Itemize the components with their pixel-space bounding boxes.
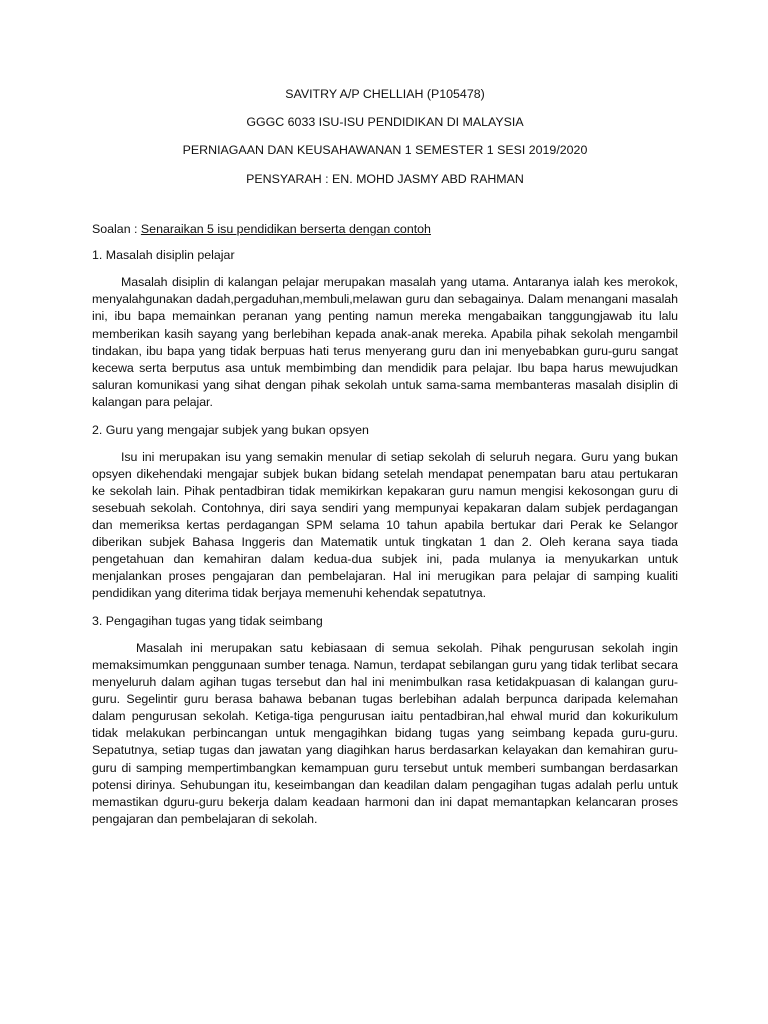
program-title: PERNIAGAAN DAN KEUSAHAWANAN 1 SEMESTER 1 SESI 2019/2020 — [182, 143, 588, 158]
section-heading-1: 1. Masalah disiplin pelajar — [92, 248, 235, 263]
student-name: SAVITRY A/P CHELLIAH (P105478) — [285, 87, 485, 101]
question-text: Senaraikan 5 isu pendidikan berserta dengan contoh — [140, 221, 431, 236]
question-label: Soalan : — [92, 221, 141, 236]
lecturer-line: PENSYARAH : EN. MOHD JASMY ABD RAHMAN — [246, 171, 524, 186]
section-body-3: Masalah ini merupakan satu kebiasaan di semua sekolah. Pihak pengurusan sekolah ingin memaksimumkan penggunaan sumber tenaga. Namun, terdapat sebilangan guru yang tidak terlibat secara menyeluruh dalam agihan tugas tersebut dan hal ini menimbulkan rasa ketidakpuasan di kalangan guru-guru. Segelintir guru berasa bahawa bebanan tugas berlebihan adalah berpunca daripada kelemahan dalam pengurusan sekolah. Ketiga-tiga pengurusan iaitu pentadbiran,hal ehwal murid dan kokurikulum tidak melakukan perbincangan untuk mengagihkan bidang tugas yang seimbang kepada guru-guru. Sepatutnya, setiap tugas dan jawatan yang diagihkan harus berdasarkan kelayakan dan kemahiran guru-guru di samping mempertimbangkan kemampuan guru tersebut untuk memberi sumbangan berdasarkan potensi dirinya. Sehubungan itu, keseimbangan dan keadilan dalam pengagihan tugas adalah perlu untuk memastikan dguru-guru bekerja dalam keadaan harmoni dan ini dapat memantapkan kelancaran proses pengajaran dan pembelajaran di sekolah. — [92, 640, 678, 826]
section-body-1: Masalah disiplin di kalangan pelajar merupakan masalah yang utama. Antaranya ialah kes merokok, menyalahgunakan dadah,pergaduhan,membuli,melawan guru dan sebagainya. Dalam menangani masalah ini, ibu bapa memainkan peranan yang penting namun mereka mengabaikan tanggungjawab itu lalu memberikan kasih sayang yang berlebihan kepada anak-anak mereka. Apabila pihak sekolah mengambil tindakan, ibu bapa yang tidak berpuas hati terus menyerang guru dan ini menyebabkan guru-guru sangat kecewa serta berputus asa untuk membimbing dan mendidik para pelajar. Ibu bapa harus mewujudkan saluran komunikasi yang sihat dengan pihak sekolah untuk sama-sama membanteras masalah disiplin di kalangan para pelajar. — [92, 275, 678, 409]
question-line — [92, 221, 678, 237]
course-title: GGGC 6033 ISU-ISU PENDIDIKAN DI MALAYSIA — [246, 114, 524, 129]
section-heading-3: 3. Pengagihan tugas yang tidak seimbang — [92, 613, 323, 628]
section-body-2: Isu ini merupakan isu yang semakin menular di setiap sekolah di seluruh negara. Guru yang bukan opsyen dikehendaki mengajar subjek bukan bidang setelah mendapat penempatan baru atau pertukaran ke sekolah lain. Pihak pentadbiran tidak memikirkan kepakaran guru namun mengisi kekosongan guru di sesebuah sekolah. Contohnya, diri saya sendiri yang mempunyai kepakaran dalam subjek perdagangan dan memeriksa kertas perdagangan SPM selama 10 tahun apabila bertukar dari Perak ke Selangor diberikan subjek Bahasa Inggeris dan Matematik untuk tingkatan 1 dan 2. Oleh kerana saya tiada pengetahuan dan kemahiran dalam kedua-dua subjek ini, pada mulanya ia menyukarkan untuk menjalankan proses pengajaran dan pembelajaran. Hal ini merugikan para pelajar di samping kualiti pendidikan yang diterima tidak berjaya memenuhi kehendak sepatutnya. — [92, 449, 678, 601]
section-heading-2: 2. Guru yang mengajar subjek yang bukan opsyen — [92, 422, 369, 437]
